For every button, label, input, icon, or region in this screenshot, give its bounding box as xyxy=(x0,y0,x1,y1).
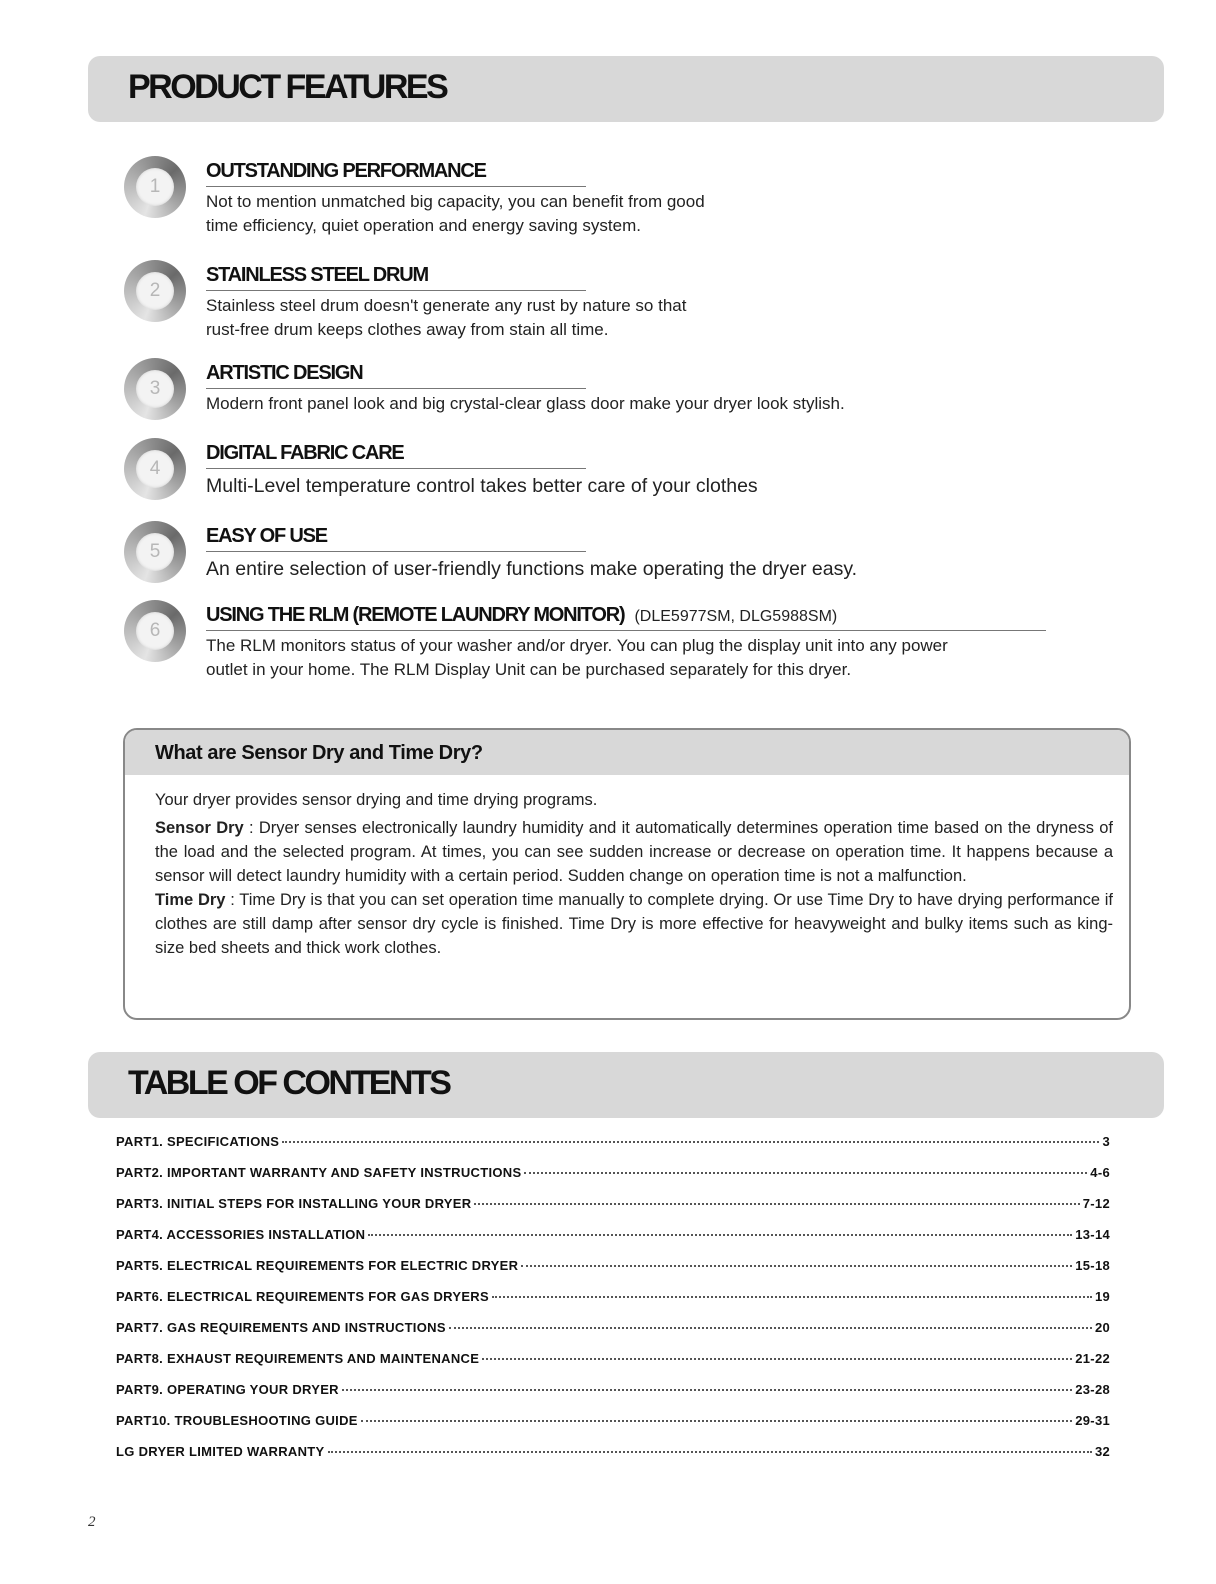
sensor-dry-info-box xyxy=(123,728,1131,1020)
feature-number-badge xyxy=(124,438,186,500)
toc-entry[interactable] xyxy=(116,1444,1110,1475)
toc-leader-dots xyxy=(492,1296,1092,1298)
toc-entry-label: PART2. IMPORTANT WARRANTY AND SAFETY INSTRUCTIONS xyxy=(116,1165,522,1180)
toc-entry-label: PART4. ACCESSORIES INSTALLATION xyxy=(116,1227,366,1242)
toc-entry-page: 32 xyxy=(1094,1444,1110,1459)
toc-header xyxy=(88,1052,1164,1118)
feature-number: 5 xyxy=(149,541,161,562)
toc-entry-label: PART8. EXHAUST REQUIREMENTS AND MAINTENANCE xyxy=(116,1351,480,1366)
feature-description: The RLM monitors status of your washer and/or dryer. You can plug the display unit into any power outlet in your home. The RLM Display Unit can be purchased separately for this dryer. xyxy=(206,636,948,679)
toc-leader-dots xyxy=(474,1203,1079,1205)
toc-entry-page: 7-12 xyxy=(1082,1196,1110,1211)
product-features-heading: PRODUCT FEATURES xyxy=(128,68,447,106)
toc-entry[interactable] xyxy=(116,1258,1110,1289)
feature-description: Stainless steel drum doesn't generate any rust by nature so that rust-free drum keeps clothes away from stain all time. xyxy=(206,296,687,339)
feature-description: Multi-Level temperature control takes better care of your clothes xyxy=(206,475,758,497)
feature-number-badge xyxy=(124,156,186,218)
toc-entry[interactable] xyxy=(116,1227,1110,1258)
product-features-header xyxy=(88,56,1164,122)
info-box-title: What are Sensor Dry and Time Dry? xyxy=(155,742,483,764)
toc-list xyxy=(116,1134,1110,1475)
feature-rule xyxy=(206,186,586,187)
feature-rule xyxy=(206,468,586,469)
toc-entry-page: 21-22 xyxy=(1075,1351,1110,1366)
toc-leader-dots xyxy=(482,1358,1072,1360)
toc-entry-page: 15-18 xyxy=(1075,1258,1110,1273)
feature-title: STAINLESS STEEL DRUM xyxy=(206,264,428,286)
toc-leader-dots xyxy=(282,1141,1099,1143)
feature-rule xyxy=(206,551,586,552)
toc-entry[interactable] xyxy=(116,1134,1110,1165)
feature-title: EASY OF USE xyxy=(206,525,327,547)
page-number: 2 xyxy=(88,1514,96,1530)
time-dry-term: Time Dry xyxy=(155,891,226,909)
toc-heading: TABLE OF CONTENTS xyxy=(128,1064,450,1102)
time-dry-paragraph: Time Dry : Time Dry is that you can set operation time manually to complete drying. Or use Time Dry to have drying performance if clothes are still damp after sensor dry cycle is finished. Time Dry is more effective for heavyweight and bulky items such as king-size bed sheets and thick work clothes. xyxy=(155,891,1113,957)
toc-entry-page: 13-14 xyxy=(1075,1227,1110,1242)
toc-entry-label: PART9. OPERATING YOUR DRYER xyxy=(116,1382,339,1397)
toc-entry[interactable] xyxy=(116,1165,1110,1196)
toc-entry-page: 4-6 xyxy=(1090,1165,1110,1180)
feature-title: USING THE RLM (REMOTE LAUNDRY MONITOR) (DLE5977SM, DLG5988SM) xyxy=(206,604,838,626)
sensor-dry-term: Sensor Dry xyxy=(155,819,244,837)
toc-entry-label: PART3. INITIAL STEPS FOR INSTALLING YOUR DRYER xyxy=(116,1196,472,1211)
feature-rule xyxy=(206,630,1046,631)
toc-entry-label: PART10. TROUBLESHOOTING GUIDE xyxy=(116,1413,358,1428)
toc-entry[interactable] xyxy=(116,1320,1110,1351)
feature-rule xyxy=(206,388,586,389)
feature-number-badge xyxy=(124,358,186,420)
feature-number-badge xyxy=(124,260,186,322)
toc-entry-label: PART6. ELECTRICAL REQUIREMENTS FOR GAS DRYERS xyxy=(116,1289,489,1304)
feature-rule xyxy=(206,290,586,291)
info-box-header xyxy=(125,730,1129,775)
toc-entry-page: 19 xyxy=(1094,1289,1110,1304)
toc-entry[interactable] xyxy=(116,1289,1110,1320)
sensor-dry-paragraph: Sensor Dry : Dryer senses electronically laundry humidity and it automatically determines operation time based on the dryness of the load and the selected program. At times, you can see sudden increase or decrease on operation time. It happens because a sensor will detect laundry humidity with a certain period. Sudden change on operation time is not a malfunction. xyxy=(155,819,1113,885)
feature-number: 6 xyxy=(149,620,161,641)
feature-models: (DLE5977SM, DLG5988SM) xyxy=(634,608,838,625)
info-box-body xyxy=(155,788,1113,960)
toc-leader-dots xyxy=(368,1234,1072,1236)
toc-leader-dots xyxy=(521,1265,1072,1267)
feature-description: Modern front panel look and big crystal-clear glass door make your dryer look stylish. xyxy=(206,394,845,413)
toc-entry-label: PART5. ELECTRICAL REQUIREMENTS FOR ELECTRIC DRYER xyxy=(116,1258,519,1273)
toc-entry-page: 20 xyxy=(1094,1320,1110,1335)
toc-entry-page: 29-31 xyxy=(1075,1413,1110,1428)
toc-entry[interactable] xyxy=(116,1196,1110,1227)
feature-number: 1 xyxy=(149,176,161,197)
toc-entry-label: LG DRYER LIMITED WARRANTY xyxy=(116,1444,325,1459)
toc-leader-dots xyxy=(342,1389,1072,1391)
toc-leader-dots xyxy=(449,1327,1092,1329)
feature-title: OUTSTANDING PERFORMANCE xyxy=(206,160,486,182)
feature-number-badge xyxy=(124,521,186,583)
toc-entry-page: 23-28 xyxy=(1075,1382,1110,1397)
feature-number: 4 xyxy=(149,458,161,479)
feature-number: 3 xyxy=(149,378,161,399)
feature-description: Not to mention unmatched big capacity, you can benefit from good time efficiency, quiet operation and energy saving system. xyxy=(206,192,705,235)
toc-entry-page: 3 xyxy=(1102,1134,1110,1149)
toc-leader-dots xyxy=(328,1451,1092,1453)
info-intro: Your dryer provides sensor drying and time drying programs. xyxy=(155,791,598,809)
feature-title: DIGITAL FABRIC CARE xyxy=(206,442,404,464)
toc-leader-dots xyxy=(524,1172,1087,1174)
toc-entry-label: PART1. SPECIFICATIONS xyxy=(116,1134,280,1149)
toc-entry-label: PART7. GAS REQUIREMENTS AND INSTRUCTIONS xyxy=(116,1320,446,1335)
feature-number-badge xyxy=(124,600,186,662)
feature-description: An entire selection of user-friendly functions make operating the dryer easy. xyxy=(206,558,858,580)
toc-entry[interactable] xyxy=(116,1413,1110,1444)
feature-number: 2 xyxy=(149,280,161,301)
toc-entry[interactable] xyxy=(116,1382,1110,1413)
toc-entry[interactable] xyxy=(116,1351,1110,1382)
toc-leader-dots xyxy=(361,1420,1072,1422)
feature-title: ARTISTIC DESIGN xyxy=(206,362,363,384)
